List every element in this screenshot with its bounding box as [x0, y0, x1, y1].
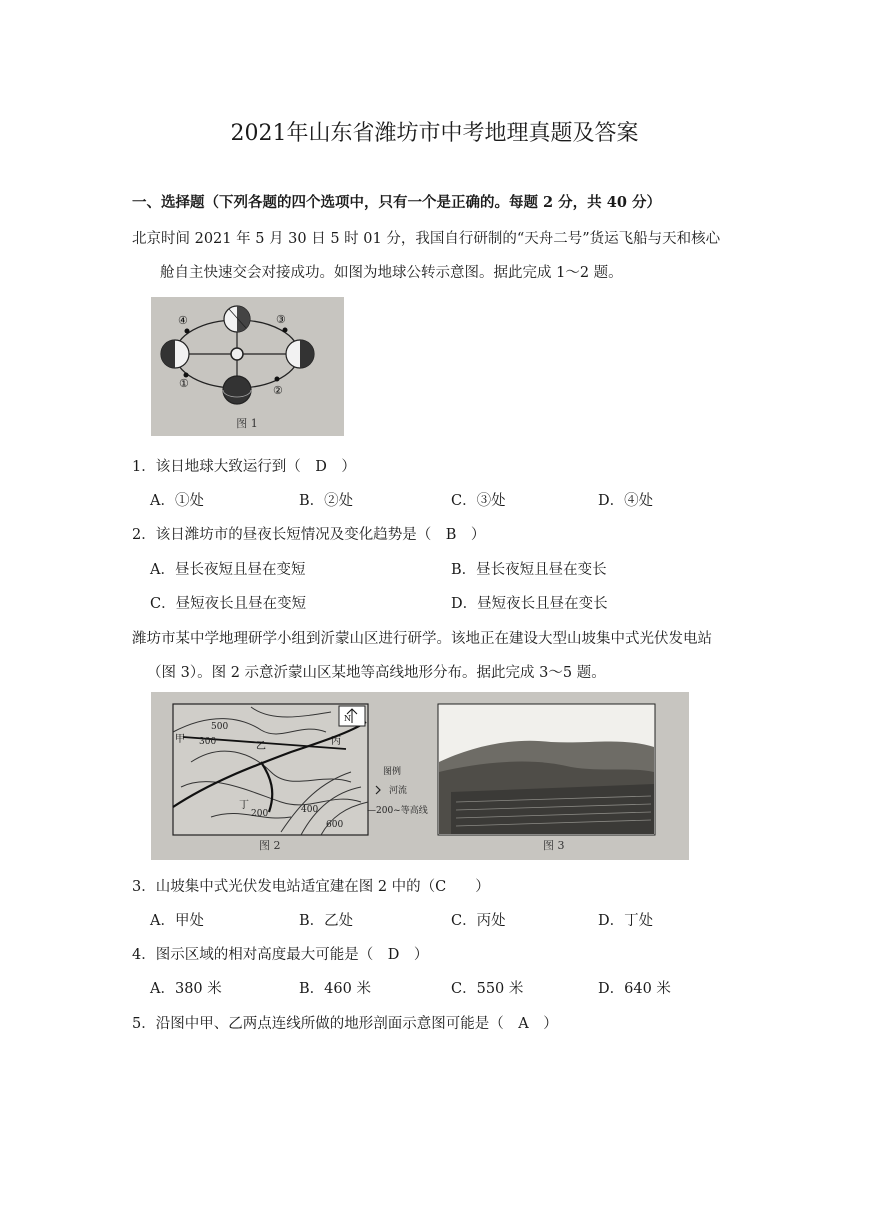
position-3-label: ③: [276, 313, 286, 326]
q2-option-b: B．昼长夜短且昼在变长: [451, 562, 607, 578]
q1-option-b: B．②处: [299, 493, 354, 509]
section-heading: 一、选择题（下列各题的四个选项中，只有一个是正确的。每题 2 分，共 40 分）: [132, 194, 661, 211]
earth-left-icon: [161, 340, 189, 368]
question-1-stem: 1．该日地球大致运行到（ D ）: [132, 459, 356, 475]
q1-option-d: D．④处: [598, 493, 654, 509]
point-yi-label: 乙: [256, 741, 266, 752]
question-3-stem: 3．山坡集中式光伏发电站适宜建在图 2 中的（C ）: [132, 879, 490, 895]
sun-icon: [231, 348, 243, 360]
legend-title: 图例: [383, 767, 402, 777]
figure-3-photo: [438, 704, 655, 835]
orbit-diagram: [151, 297, 344, 436]
q1-option-a: A．①处: [150, 493, 204, 509]
q3-option-a: A．甲处: [150, 913, 204, 929]
position-4-label: ④: [178, 314, 188, 327]
intro-2-line-1: 潍坊市某中学地理研学小组到沂蒙山区进行研学。该地正在建设大型山坡集中式光伏发电站: [132, 631, 712, 647]
position-4-dot: [185, 329, 190, 334]
question-4-stem: 4．图示区域的相对高度最大可能是（ D ）: [132, 947, 429, 963]
contour-label-500: 500: [211, 722, 229, 732]
q4-option-a: A．380 米: [150, 981, 222, 997]
contour-label-600: 600: [326, 820, 344, 830]
q3-option-d: D．丁处: [598, 913, 654, 929]
contour-label-200: 200: [251, 809, 269, 819]
figure-1-earth-orbit: [151, 297, 344, 436]
north-label: N: [344, 714, 351, 723]
q2-option-c: C．昼短夜长且昼在变短: [150, 596, 307, 612]
figure-2-caption: 图 2: [259, 839, 281, 852]
intro-1-line-2: 舱自主快速交会对接成功。如图为地球公转示意图。据此完成 1～2 题。: [160, 265, 623, 281]
contour-label-300: 300: [199, 737, 217, 747]
position-3-dot: [283, 328, 288, 333]
point-ding-label: 丁: [239, 800, 249, 811]
point-jia-label: 甲: [175, 734, 185, 745]
q4-option-c: C．550 米: [451, 981, 524, 997]
q3-option-c: C．丙处: [451, 913, 506, 929]
intro-2-line-2: （图 3）。图 2 示意沂蒙山区某地等高线地形分布。据此完成 3～5 题。: [147, 665, 606, 681]
position-2-dot: [275, 377, 280, 382]
q4-option-d: D．640 米: [598, 981, 671, 997]
point-bing-label: 丙: [331, 736, 341, 747]
page-title: 2021年山东省潍坊市中考地理真题及答案: [230, 121, 639, 146]
q1-option-c: C．③处: [451, 493, 506, 509]
question-5-stem: 5．沿图中甲、乙两点连线所做的地形剖面示意图可能是（ A ）: [132, 1016, 558, 1032]
legend-contour-label: —200~等高线: [367, 806, 428, 816]
figure-3-caption: 图 3: [543, 839, 565, 852]
q2-option-d: D．昼短夜长且昼在变长: [451, 596, 608, 612]
earth-right-icon: [286, 340, 314, 368]
figure-2-3-panel: [151, 692, 689, 860]
earth-bottom-icon: [223, 376, 251, 404]
figure-1-caption: 图 1: [236, 417, 258, 430]
q2-option-a: A．昼长夜短且昼在变短: [150, 562, 306, 578]
intro-1-line-1: 北京时间 2021 年 5 月 30 日 5 时 01 分，我国自行研制的“天舟二号”货运飞船与天和核心: [132, 231, 721, 247]
position-2-label: ②: [273, 384, 283, 397]
position-1-label: ①: [179, 377, 189, 390]
legend-river-symbol: [376, 786, 380, 794]
question-2-stem: 2．该日潍坊市的昼夜长短情况及变化趋势是（ B ）: [132, 527, 486, 543]
figure-2-3-svg: [151, 692, 689, 860]
legend-river-label: 河流: [389, 786, 408, 796]
earth-top-icon: [224, 306, 250, 332]
q3-option-b: B．乙处: [299, 913, 354, 929]
q4-option-b: B．460 米: [299, 981, 371, 997]
contour-label-400: 400: [301, 805, 319, 815]
